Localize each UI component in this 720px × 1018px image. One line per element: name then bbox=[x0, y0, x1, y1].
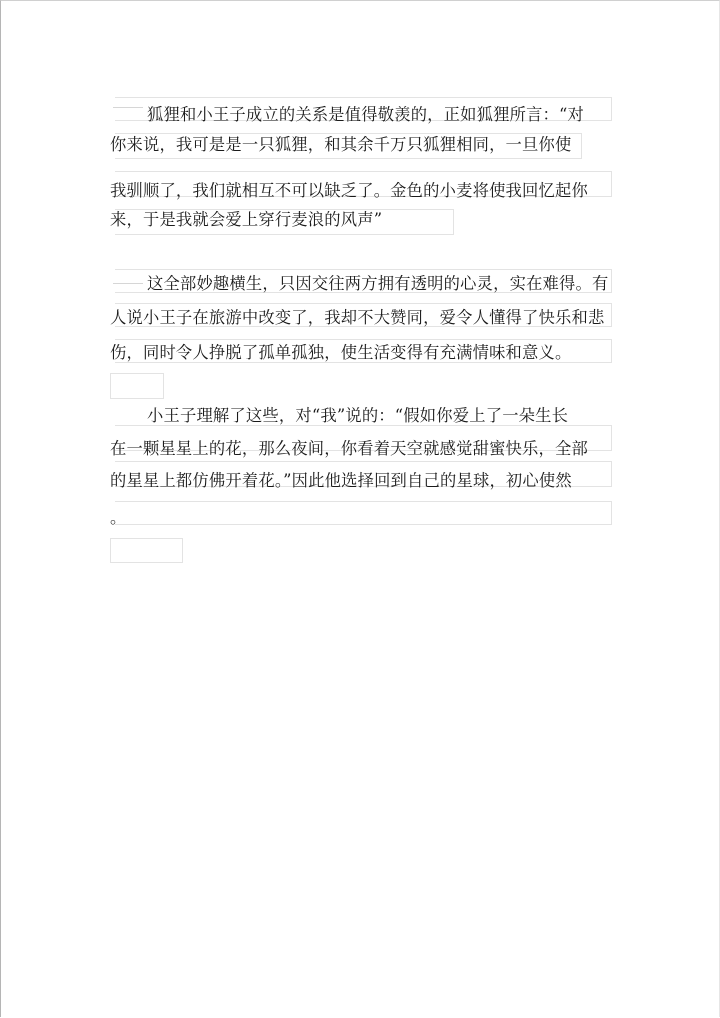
empty-text-box bbox=[110, 373, 164, 399]
paragraph-2-line-2: 人说小王子在旅游中改变了，我却不大赞同，爱令人懂得了快乐和悲 bbox=[110, 308, 605, 327]
paragraph-3-line-4: 。 bbox=[110, 508, 127, 527]
empty-text-box bbox=[110, 538, 183, 563]
text-box-frame bbox=[115, 501, 612, 525]
paragraph-3-line-1: 小王子理解了这些，对“我”说的：“假如你爱上了一朵生长 bbox=[147, 406, 569, 425]
paragraph-3-line-2: 在一颗星星上的花，那么夜间，你看着天空就感觉甜蜜快乐，全部 bbox=[110, 439, 588, 458]
paragraph-1-line-3: 我驯顺了，我们就相互不可以缺乏了。金色的小麦将使我回忆起你 bbox=[110, 181, 588, 200]
paragraph-1-line-4: 来，于是我就会爱上穿行麦浪的风声” bbox=[110, 210, 383, 229]
paragraph-1-line-1: 狐狸和小王子成立的关系是值得敬羡的，正如狐狸所言：“对 bbox=[147, 105, 585, 124]
paragraph-2-line-3: 伤，同时令人挣脱了孤单孤独，使生活变得有充满情味和意义。 bbox=[110, 343, 572, 362]
paragraph-2-line-1: 这全部妙趣横生，只因交往两方拥有透明的心灵，实在难得。有 bbox=[147, 274, 609, 293]
paragraph-1-line-2: 你来说，我可是是一只狐狸，和其余千万只狐狸相同，一旦你使 bbox=[110, 135, 572, 154]
paragraph-3-line-3: 的星星上都仿佛开着花。”因此他选择回到自己的星球，初心使然 bbox=[110, 471, 572, 490]
